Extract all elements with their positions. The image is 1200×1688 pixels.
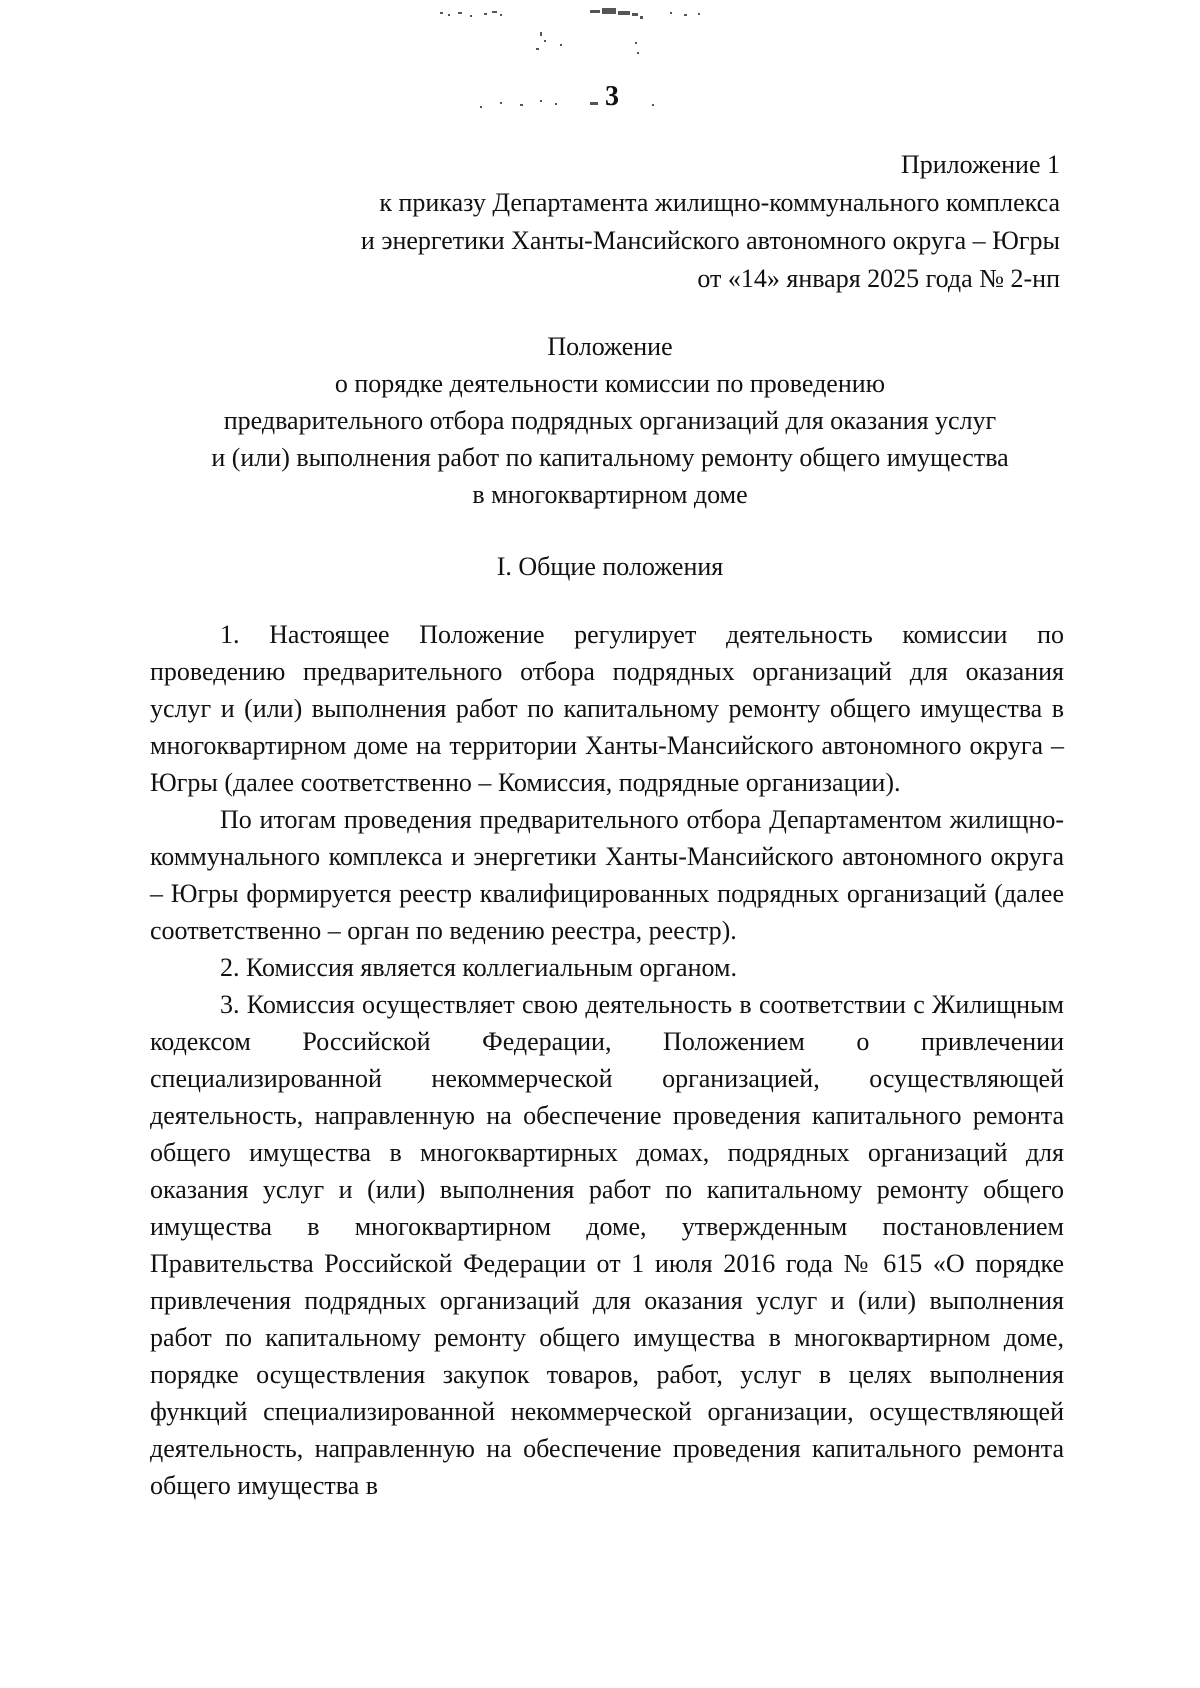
title-line: предварительного отбора подрядных организаций для оказания услуг	[223, 406, 997, 435]
appendix-order-ref: к приказу Департамента жилищно-коммунального комплекса	[379, 188, 1060, 217]
document-body	[150, 616, 1064, 1504]
title-line: о порядке деятельности комиссии по проведению	[334, 369, 886, 398]
page-number: 3	[605, 81, 619, 112]
appendix-header	[361, 146, 1060, 298]
paragraph: По итогам проведения предварительного отбора Департаментом жилищно-коммунального комплекса и энергетики Ханты-Мансийского автономного округа – Югры формируется реестр квалифицированных подрядных организаций (далее соответственно – орган по ведению реестра, реестр).	[150, 805, 1064, 945]
title-line: и (или) выполнения работ по капитальному ремонту общего имущества	[211, 443, 1009, 472]
appendix-date-number: от «14» января 2025 года № 2-нп	[697, 264, 1060, 293]
appendix-label: Приложение 1	[900, 150, 1060, 179]
paragraph: 1. Настоящее Положение регулирует деятельность комиссии по проведению предварительного отбора подрядных организаций для оказания услуг и (или) выполнения работ по капитальному ремонту общего имущества в многоквартирном доме на территории Ханты-Мансийского автономного округа – Югры (далее соответственно – Комиссия, подрядные организации).	[150, 620, 1064, 797]
appendix-department: и энергетики Ханты-Мансийского автономного округа – Югры	[360, 226, 1060, 255]
paragraph: 3. Комиссия осуществляет свою деятельность в соответствии с Жилищным кодексом Российской Федерации, Положением о привлечении специализированной некоммерческой организацией, осуществляющей деятельность, направленную на обеспечение проведения капитального ремонта общего имущества в многоквартирных домах, подрядных организаций для оказания услуг и (или) выполнения работ по капитальному ремонту общего имущества в многоквартирном доме, утвержденным постановлением Правительства Российской Федерации от 1 июля 2016 года № 615 «О порядке привлечения подрядных организаций для оказания услуг и (или) выполнения работ по капитальному ремонту общего имущества в многоквартирном доме, порядке осуществления закупок товаров, работ, услуг в целях выполнения функций специализированной некоммерческой организации, осуществляющей деятельность, направленную на обеспечение проведения капитального ремонта общего имущества в	[150, 990, 1064, 1500]
title-line: в многоквартирном доме	[472, 480, 748, 509]
section-heading: I. Общие положения	[496, 552, 724, 581]
paragraph: 2. Комиссия является коллегиальным органом.	[220, 953, 737, 982]
title-line: Положение	[547, 332, 673, 361]
document-title	[150, 328, 1070, 513]
